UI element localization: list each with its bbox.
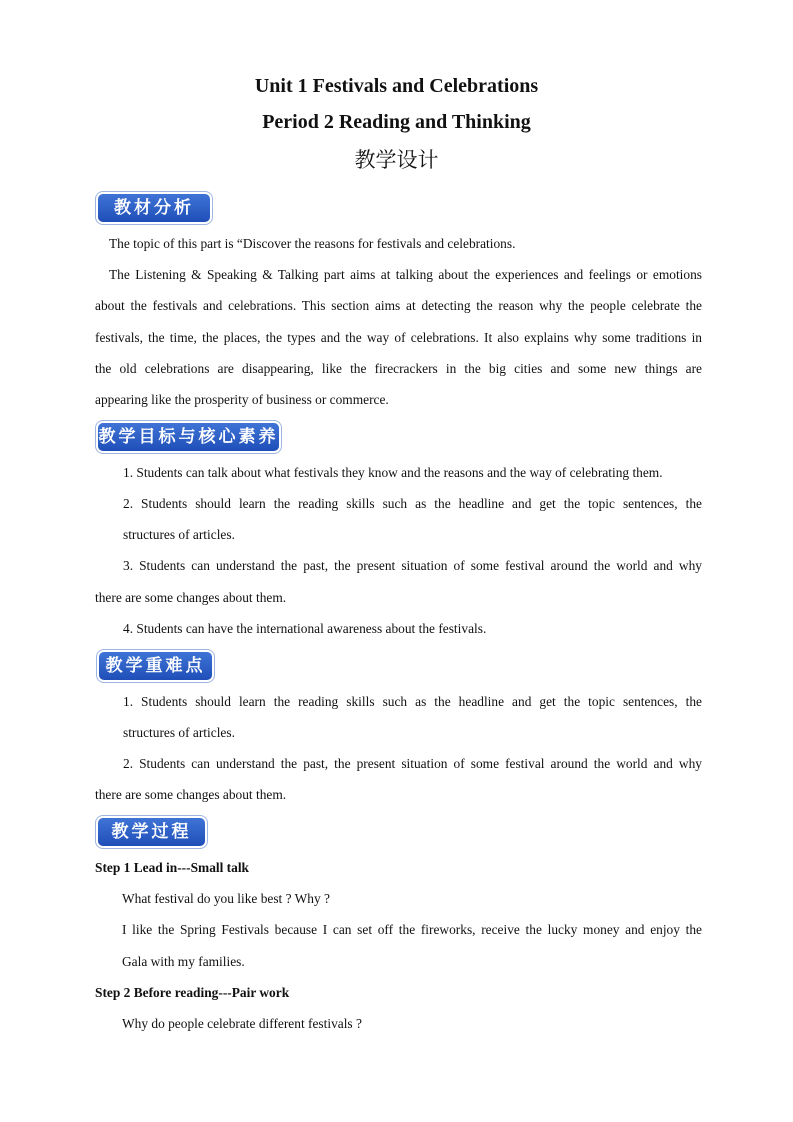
key-point-item-1-line: structures of articles. <box>123 725 235 740</box>
key-point-item-1-line: 1. Students should learn the reading skills such as the headline and get the topic sentences, the <box>123 694 702 709</box>
step-2-title: Step 2 Before reading---Pair work <box>95 985 290 1000</box>
unit-title: Unit 1 Festivals and Celebrations <box>254 75 539 97</box>
objective-item-4: 4. Students can have the international awareness about the festivals. <box>123 621 487 636</box>
section-heading-analysis: 教材分析 <box>98 194 210 222</box>
step-1-title: Step 1 Lead in---Small talk <box>95 860 250 875</box>
key-point-item-2-line: there are some changes about them. <box>95 787 287 802</box>
analysis-paragraph-2-line: The Listening & Speaking & Talking part aims at talking about the experiences and feelings or emotions <box>109 267 702 282</box>
section-heading-objectives: 教学目标与核心素养 <box>98 423 279 451</box>
analysis-paragraph-2-line: about the festivals and celebrations. This section aims at detecting the reason why the people celebrate the <box>95 298 702 313</box>
step-2-question: Why do people celebrate different festivals ? <box>122 1016 362 1031</box>
step-1-question: What festival do you like best ? Why ? <box>122 891 330 906</box>
objective-item-1: 1. Students can talk about what festivals they know and the reasons and the way of celebrating them. <box>123 465 663 480</box>
doc-type-title: 教学设计 <box>354 148 439 172</box>
objective-item-3-line: there are some changes about them. <box>95 590 287 605</box>
analysis-paragraph-2-line: festivals, the time, the places, the types and the way of celebrations. It also explains why some traditions in <box>95 330 702 345</box>
step-1-answer-line: Gala with my families. <box>122 954 245 969</box>
analysis-paragraph-1: The topic of this part is “Discover the reasons for festivals and celebrations. <box>109 236 516 251</box>
section-heading-key-points: 教学重难点 <box>99 652 212 680</box>
objective-item-2-line: 2. Students should learn the reading skills such as the headline and get the topic sentences, the <box>123 496 702 511</box>
analysis-paragraph-2-line: appearing like the prosperity of business or commerce. <box>95 392 389 407</box>
step-1-answer-line: I like the Spring Festivals because I can set off the fireworks, receive the lucky money and enjoy the <box>122 922 702 937</box>
analysis-paragraph-2-line: the old celebrations are disappearing, like the firecrackers in the big cities and some new things are <box>95 361 702 376</box>
period-title: Period 2 Reading and Thinking <box>262 111 531 133</box>
key-point-item-2-line: 2. Students can understand the past, the present situation of some festival around the world and why <box>123 756 702 771</box>
section-heading-process: 教学过程 <box>98 818 205 846</box>
objective-item-2-line: structures of articles. <box>123 527 235 542</box>
objective-item-3-line: 3. Students can understand the past, the present situation of some festival around the world and why <box>123 558 702 573</box>
